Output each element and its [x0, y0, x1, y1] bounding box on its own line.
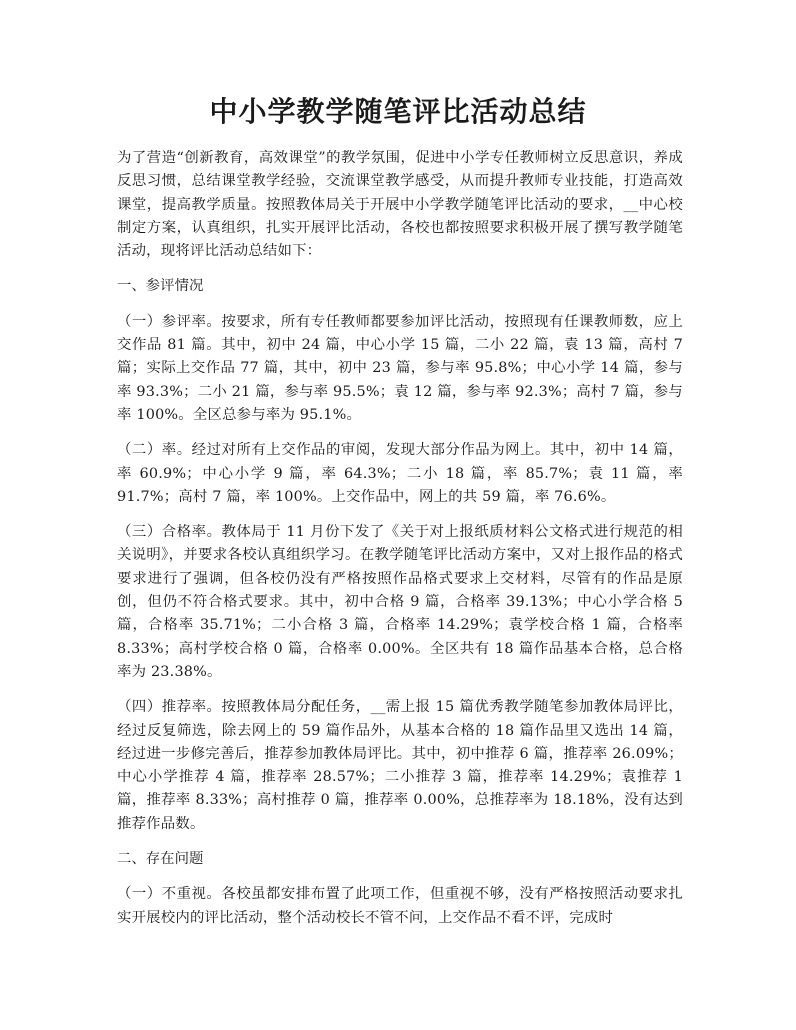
document-title: 中小学教学随笔评比活动总结	[209, 95, 587, 128]
document-body	[117, 147, 683, 942]
paragraph-not-valued: （一）不重视。各校虽都安排布置了此项工作，但重视不够，没有严格按照活动要求扎实开展校内的评比活动，整个活动校长不管不问，上交作品不看不评，完成时	[117, 886, 683, 926]
paragraph-recommend-rate: （四）推荐率。按照教体局分配任务，__需上报 15 篇优秀教学随笔参加教体局评比，经过反复筛选，除去网上的 59 篇作品外，从基本合格的 18 篇作品里又选出 14 篇，经过进一步修完善后，推荐参加教体局评比。其中，初中推荐 6 篇，推荐率 26.09%；中心小学推荐 4 篇，推荐率 28.57%；二小推荐 3 篇，推荐率 14.29%；袁推荐 1 篇，推荐率 8.33%；高村推荐 0 篇，推荐率 0.00%，总推荐率为 18.18%，没有达到推荐作品数。	[117, 699, 683, 832]
intro-paragraph: 为了营造“创新教育，高效课堂”的教学氛围，促进中小学专任教师树立反思意识，养成反思习惯，总结课堂教学经验，交流课堂教学感受，从而提升教师专业技能，打造高效课堂，提高教学质量。按照教体局关于开展中小学教学随笔评比活动的要求，__中心校制定方案，认真组织，扎实开展评比活动，各校也都按照要求积极开展了撰写教学随笔活动，现将评比活动总结如下：	[117, 150, 683, 260]
paragraph-copy-rate: （二）率。经过对所有上交作品的审阅，发现大部分作品为网上。其中，初中 14 篇，率 60.9%；中心小学 9 篇，率 64.3%；二小 18 篇，率 85.7%；袁 11 篇，率 91.7%；高村 7 篇，率 100%。上交作品中，网上的共 59 篇，率 76.6%。	[117, 442, 683, 505]
section-heading-participation: 一、参评情况	[117, 278, 204, 295]
section-heading-problems: 二、存在问题	[117, 851, 204, 868]
paragraph-pass-rate: （三）合格率。教体局于 11 月份下发了《关于对上报纸质材料公文格式进行规范的相关说明》，并要求各校认真组织学习。在教学随笔评比活动方案中，又对上报作品的格式要求进行了强调，但各校仍没有严格按照作品格式要求上交材料，尽管有的作品是原创，但仍不符合格式要求。其中，初中合格 9 篇，合格率 39.13%；中心小学合格 5 篇，合格率 35.71%；二小合格 3 篇，合格率 14.29%；袁学校合格 1 篇，合格率 8.33%；高村学校合格 0 篇，合格率 0.00%。全区共有 18 篇作品基本合格，总合格率为 23.38%。	[117, 524, 683, 680]
paragraph-participation-rate: （一）参评率。按要求，所有专任教师都要参加评比活动，按照现有任课教师数，应上交作品 81 篇。其中，初中 24 篇，中心小学 15 篇，二小 22 篇，袁 13 篇，高村 7 篇；实际上交作品 77 篇，其中，初中 23 篇，参与率 95.8%；中心小学 14 篇，参与率 93.3%；二小 21 篇，参与率 95.5%；袁 12 篇，参与率 92.3%；高村 7 篇，参与率 100%。全区总参与率为 95.1%。	[117, 313, 683, 423]
